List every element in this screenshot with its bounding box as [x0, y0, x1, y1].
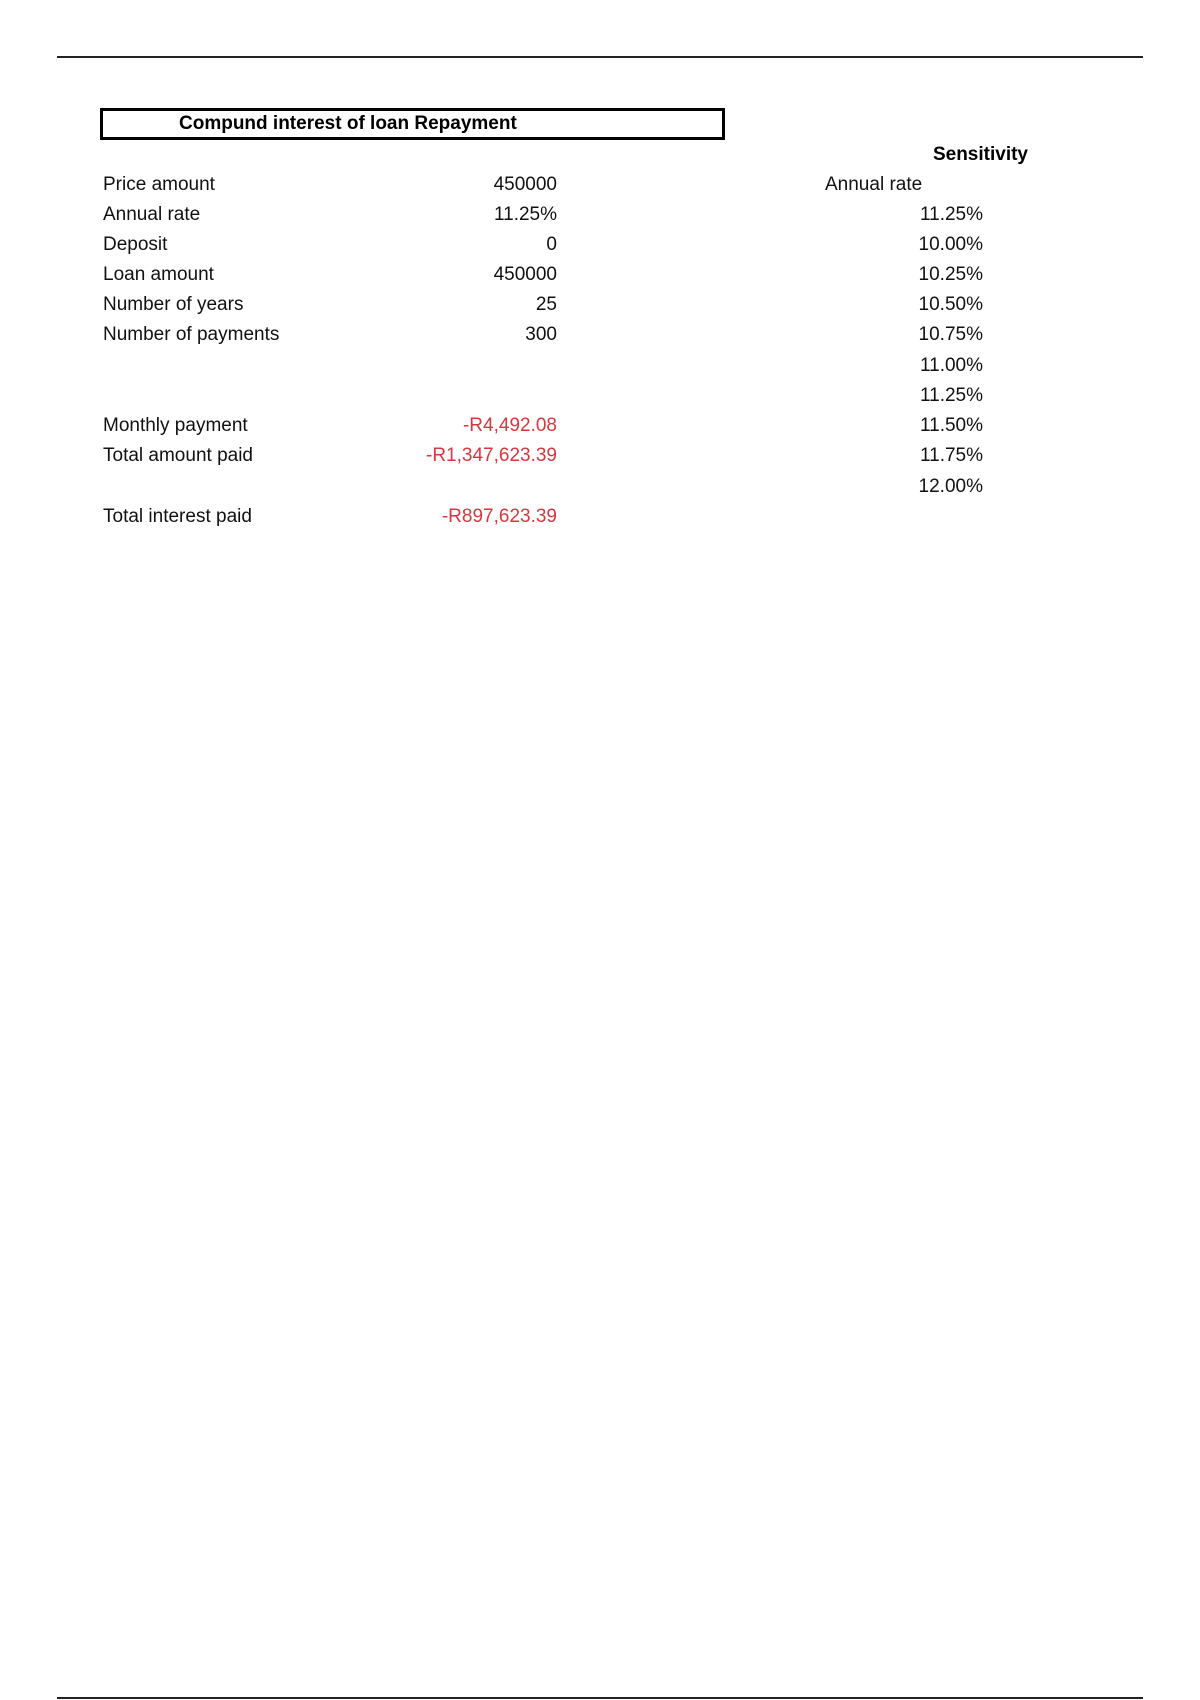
- page-top-rule: [57, 56, 1143, 58]
- row-value: 25: [535, 294, 557, 315]
- sensitivity-rate: 11.25%: [919, 385, 983, 406]
- row-label: Number of years: [103, 294, 244, 315]
- result-row-total-interest-paid: [0, 502, 600, 532]
- sensitivity-column-label: Annual rate: [825, 174, 923, 195]
- result-row-monthly-payment: [0, 411, 600, 441]
- row-label: Total amount paid: [103, 445, 253, 466]
- result-row-total-amount-paid: [0, 441, 600, 471]
- sensitivity-header: Sensitivity: [932, 144, 1028, 165]
- sensitivity-rate: 11.50%: [919, 415, 983, 436]
- row-value: -R4,492.08: [462, 415, 557, 436]
- row-label: Deposit: [103, 234, 168, 255]
- page-bottom-rule: [57, 1697, 1143, 1699]
- row-label: Price amount: [103, 174, 215, 195]
- input-row-price-amount: [0, 170, 600, 200]
- row-value: 300: [525, 324, 557, 345]
- row-value: 11.25%: [493, 204, 557, 225]
- input-row-annual-rate: [0, 200, 600, 230]
- sensitivity-rate: 10.75%: [918, 324, 983, 345]
- input-row-number-of-payments: [0, 320, 600, 350]
- sensitivity-rate: 11.25%: [919, 204, 983, 225]
- row-label: Total interest paid: [103, 506, 252, 527]
- sensitivity-rate: 12.00%: [918, 476, 983, 497]
- sheet-title-box: [100, 108, 725, 140]
- row-value: 0: [546, 234, 557, 255]
- sheet-title: Compund interest of loan Repayment: [179, 113, 517, 134]
- sensitivity-rate: 11.00%: [919, 355, 983, 376]
- sensitivity-rate: 10.50%: [918, 294, 983, 315]
- sensitivity-rate: 10.25%: [918, 264, 983, 285]
- row-label: Number of payments: [103, 324, 280, 345]
- sensitivity-header-cell: [900, 140, 1028, 170]
- row-label: Annual rate: [103, 204, 201, 225]
- input-row-loan-amount: [0, 260, 600, 290]
- input-row-deposit: [0, 230, 600, 260]
- input-row-number-of-years: [0, 290, 600, 320]
- row-value: 450000: [493, 264, 557, 285]
- row-label: Monthly payment: [103, 415, 248, 436]
- row-value: 450000: [493, 174, 557, 195]
- sensitivity-rate: 10.00%: [918, 234, 983, 255]
- sensitivity-rate: 11.75%: [919, 445, 983, 466]
- row-value: -R897,623.39: [441, 506, 557, 527]
- row-label: Loan amount: [103, 264, 214, 285]
- row-value: -R1,347,623.39: [426, 445, 557, 466]
